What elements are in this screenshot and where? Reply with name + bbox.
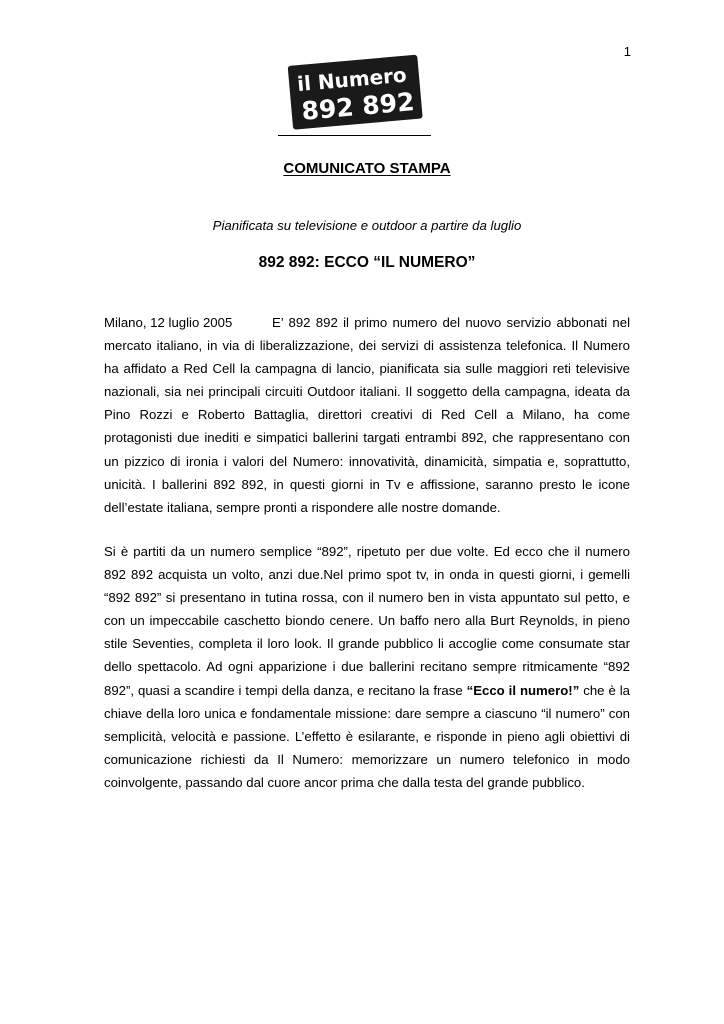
logo-badge <box>282 48 432 132</box>
dateline-text: Milano, 12 luglio 2005 <box>104 315 233 330</box>
paragraph-2 <box>104 540 630 794</box>
paragraph-2-text-b: che è la chiave della loro unica e fondamentale missione: dare sempre a ciascuno “il numero” con semplicità, velocità e passione. L’effetto è esilarante, e risponde in pieno agli obiettivi di comunicazione richiesti da Il Numero: memorizzare un numero telefonico in modo coinvolgente, passando dal cuore ancor prima che dalla testa del grande pubblico. <box>104 682 630 790</box>
press-release-heading <box>0 160 724 178</box>
il-numero-logo <box>282 48 432 132</box>
paragraph-2-bold-quote: “Ecco il numero!” <box>466 682 580 698</box>
paragraph-1 <box>104 311 630 519</box>
logo-divider <box>278 135 431 136</box>
paragraph-1-text: E’ 892 892 il primo numero del nuovo servizio abbonati nel mercato italiano, in via di liberalizzazione, dei servizi di assistenza telefonica. Il Numero ha affidato a Red Cell la campagna di lancio, pianificata sia sulle maggiori reti televisive nazionali, sia nei principali circuiti Outdoor italiani. Il soggetto della campagna, ideata da Pino Rozzi e Roberto Battaglia, direttori creativi di Red Cell a Milano, ha come protagonisti due inediti e simpatici ballerini targati entrambi 892, che rappresentano con un pizzico di ironia i valori del Numero: innovatività, dinamicità, simpatia e, soprattutto, unicità. I ballerini 892 892, in questi giorni in Tv e affissione, saranno presto le icone dell’estate italiana, sempre pronti a rispondere alle nostre domande. <box>104 315 630 515</box>
dateline <box>104 311 272 334</box>
logo-line2: 892 892 <box>300 87 416 126</box>
page-title: 892 892: ECCO “IL NUMERO” <box>258 254 476 271</box>
heading-text: COMUNICATO STAMPA <box>283 160 451 177</box>
page-number: 1 <box>623 44 631 59</box>
logo-line1: il Numero <box>296 62 408 97</box>
paragraph-2-text-a: Si è partiti da un numero semplice “892”, ripetuto per due volte. Ed ecco che il numero 892 892 acquista un volto, anzi due.Nel primo spot tv, in onda in questi giorni, i gemelli “892 892” si presentano in tutina rossa, con il numero ben in vista appuntato sul petto, e con un impeccabile caschetto biondo cenere. Un baffo nero alla Burt Reynolds, in pieno stile Seventies, completa il loro look. Il grande pubblico li accoglie come consumate star dello spettacolo. Ad ogni apparizione i due ballerini recitano sempre ritmicamente “892 892”, quasi a scandire i tempi della danza, e recitano la frase <box>104 544 630 698</box>
subtitle: Pianificata su televisione e outdoor a partire da luglio <box>212 218 522 233</box>
